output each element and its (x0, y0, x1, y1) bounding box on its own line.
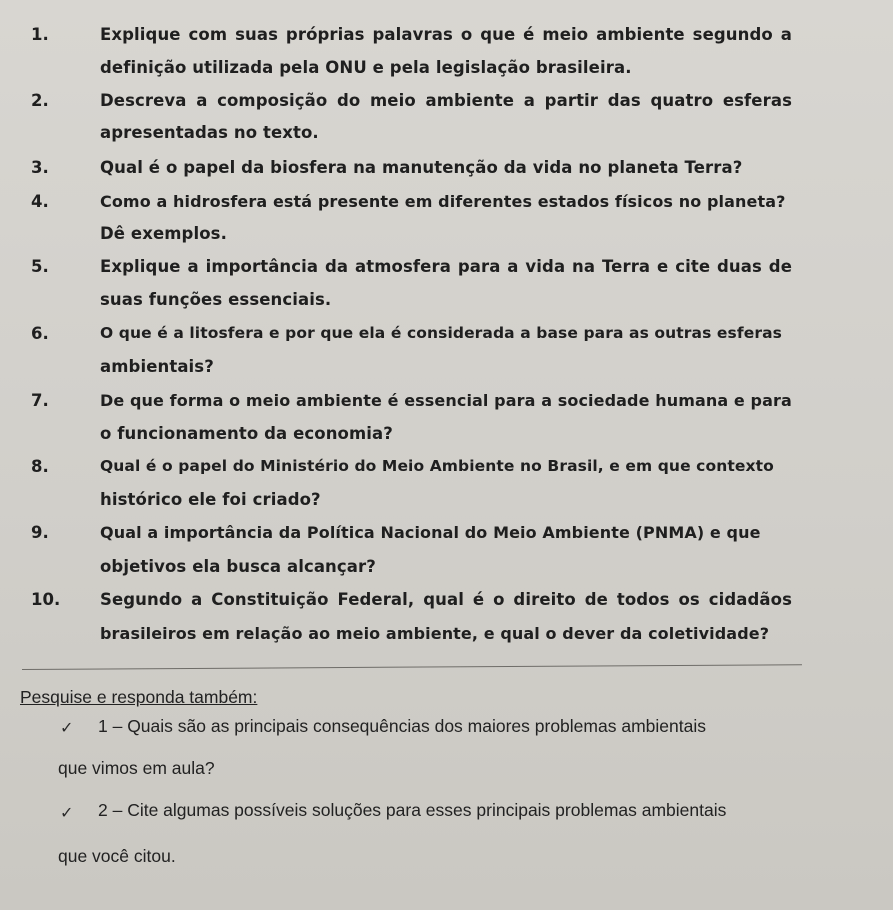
question-text-line: Qual é o papel do Ministério do Meio Ambiente no Brasil, e em que contexto (100, 457, 774, 475)
question-text-line: O que é a litosfera e por que ela é considerada a base para as outras esferas (100, 324, 782, 342)
question-text-line: suas funções essenciais. (100, 290, 332, 309)
research-section-title: Pesquise e responda também: (20, 687, 258, 707)
research-text-line: 2 – Cite algumas possíveis soluções para esses principais problemas ambientais (98, 800, 727, 820)
question-text-line: objetivos ela busca alcançar? (100, 557, 376, 576)
question-text-line: Dê exemplos. (100, 224, 227, 243)
question-number: 6. (31, 324, 49, 343)
question-text-line: Qual a importância da Política Nacional do Meio Ambiente (PNMA) e que (100, 523, 761, 542)
question-number: 10. (31, 590, 61, 609)
checkmark-icon: ✓ (60, 803, 74, 822)
question-number: 5. (31, 257, 49, 276)
research-text-line: 1 – Quais são as principais consequências dos maiores problemas ambientais (98, 716, 706, 736)
question-text-line: brasileiros em relação ao meio ambiente, e qual o dever da coletividade? (100, 624, 770, 643)
question-text-line: Explique a importância da atmosfera para a vida na Terra e cite duas de (100, 257, 792, 276)
question-text-line: Explique com suas próprias palavras o que é meio ambiente segundo a (100, 25, 792, 44)
question-number: 2. (31, 91, 49, 110)
question-number: 7. (31, 391, 49, 410)
research-text-line: que vimos em aula? (58, 758, 215, 778)
question-text-line: Descreva a composição do meio ambiente a partir das quatro esferas (100, 91, 792, 110)
research-text-line: que você citou. (58, 846, 176, 866)
question-number: 8. (31, 457, 49, 476)
question-text-line: Segundo a Constituição Federal, qual é o direito de todos os cidadãos (100, 590, 792, 609)
question-text-line: o funcionamento da economia? (100, 424, 393, 443)
question-text-line: definição utilizada pela ONU e pela legislação brasileira. (100, 58, 632, 77)
question-text-line: Como a hidrosfera está presente em diferentes estados físicos no planeta? (100, 192, 786, 211)
question-text-line: Qual é o papel da biosfera na manutenção da vida no planeta Terra? (100, 158, 743, 177)
question-number: 4. (31, 192, 49, 211)
question-text-line: ambientais? (100, 357, 214, 376)
question-text-line: De que forma o meio ambiente é essencial para a sociedade humana e para (100, 391, 792, 410)
question-text-line: histórico ele foi criado? (100, 490, 321, 509)
question-number: 1. (31, 25, 49, 44)
section-divider (22, 664, 802, 670)
checkmark-icon: ✓ (60, 718, 74, 737)
question-number: 9. (31, 523, 49, 542)
question-number: 3. (31, 158, 49, 177)
question-text-line: apresentadas no texto. (100, 123, 319, 142)
